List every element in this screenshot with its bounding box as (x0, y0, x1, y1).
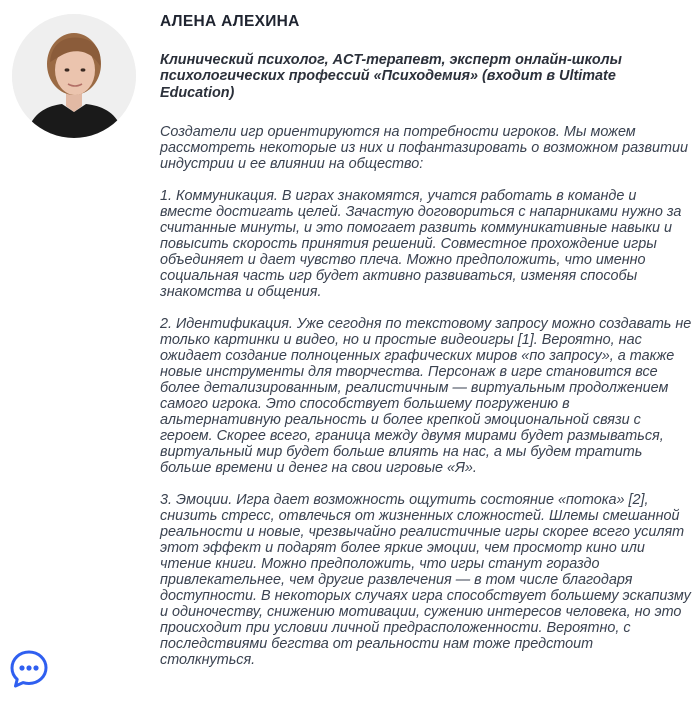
chat-widget-button[interactable] (8, 648, 50, 690)
author-name: АЛЕНА АЛЕХИНА (160, 13, 300, 30)
article-paragraph: Создатели игр ориентируются на потребности игроков. Мы можем рассмотреть некоторые из них и пофантазировать о возможном развитии индустрии и ее влиянии на общество: (160, 124, 688, 172)
chat-bubble-icon (8, 648, 50, 690)
author-avatar (12, 14, 136, 138)
article-paragraph: 1. Коммуникация. В играх знакомятся, учатся работать в команде и вместе достигать целей. Зачастую договориться с напарниками нужно за считанные минуты, и это помогает развить коммуникативные навыки и повысить скорость принятия решений. Совместное прохождение игры объединяет и дает чувство плеча. Можно предположить, что именно социальная часть игр будет активно развиваться, изменяя способы знакомства и общения. (160, 188, 682, 300)
article-paragraph: 2. Идентификация. Уже сегодня по текстовому запросу можно создавать не только картинки и видео, но и простые видеоигры [1]. Вероятно, нас ожидает создание полноценных графических миров «по запросу», а также новые инструменты для творчества. Персонаж в игре становится все более детализированным, реалистичным — виртуальным продолжением самого игрока. Это способствует большему погружению в альтернативную реальность и более крепкой эмоциональной связи с героем. Скорее всего, граница между двумя мирами будет размываться, виртуальный мир будет больше влиять на нас, а мы будем тратить больше времени и денег на свои игровые «Я». (160, 316, 692, 476)
article-body (160, 124, 692, 684)
author-role: Клинический психолог, ACT-терапевт, эксперт онлайн-школы психологических профессий «Психодемия» (входит в Ultimate Education) (160, 52, 622, 101)
article-paragraph: 3. Эмоции. Игра дает возможность ощутить состояние «потока» [2], снизить стресс, отвлечься от жизненных сложностей. Шлемы смешанной реальности и новые, чрезвычайно реалистичные игры скорее всего усилят этот эффект и подарят более яркие эмоции, чем просмотр кино или чтение книги. Можно предположить, что игры станут гораздо привлекательнее, чем другие развлечения — в том числе благодаря доступности. В некоторых случаях игра способствует большему эскапизму и одиночеству, снижению мотивации, сужению интересов человека, но это происходит при условии личной предрасположенности. Вероятно, с последствиями бегства от реальности нам тоже предстоит столкнуться. (160, 492, 691, 668)
author-photo (12, 14, 136, 138)
